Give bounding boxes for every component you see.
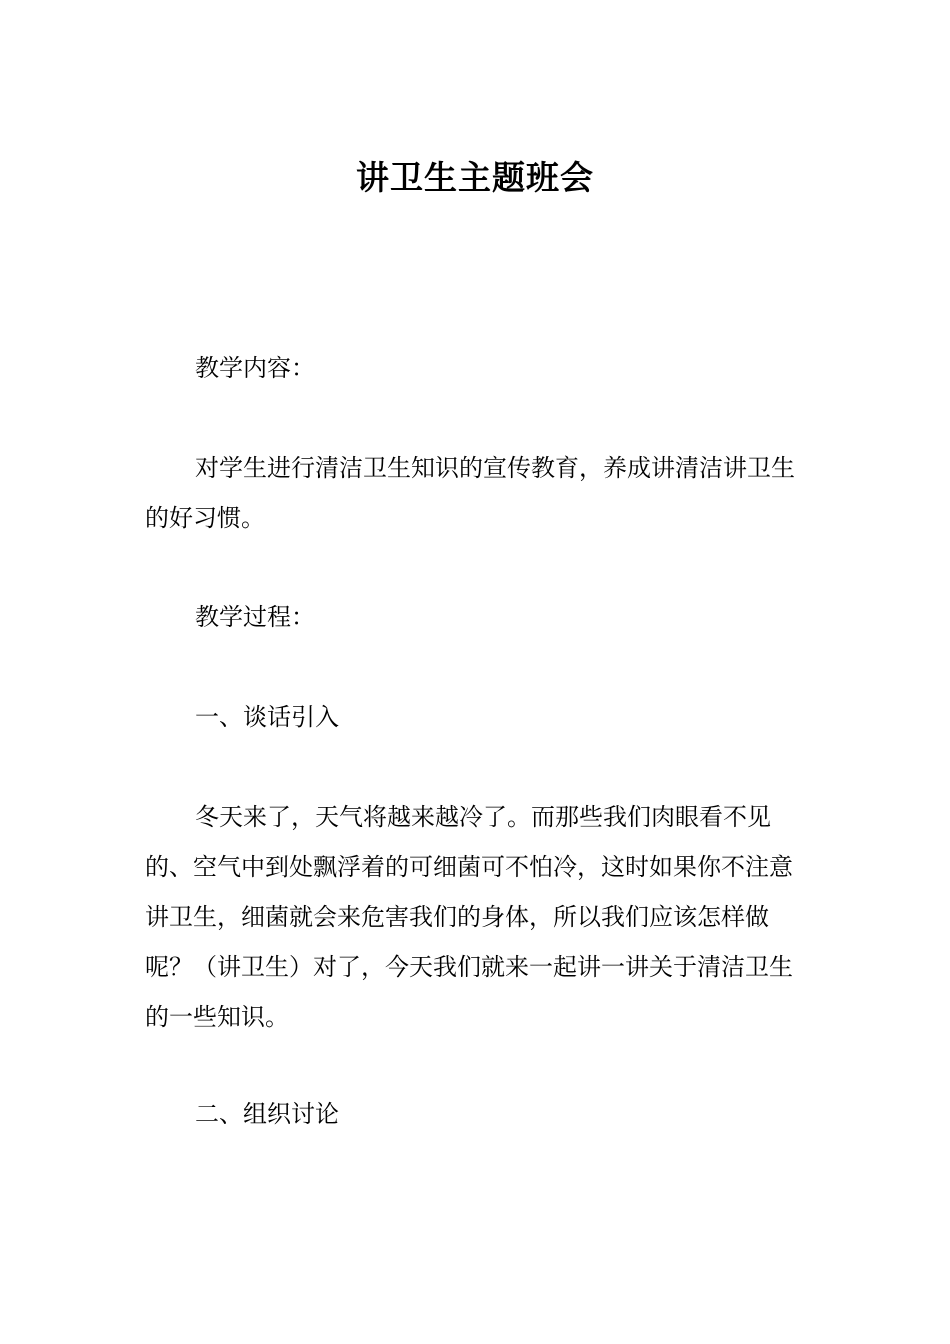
section-heading-teaching-content: 教学内容： — [195, 354, 315, 382]
section-heading-discussion: 二、组织讨论 — [195, 1100, 339, 1128]
paragraph-introduction: 冬天来了，天气将越来越冷了。而那些我们肉眼看不见的、空气中到处飘浮着的可细菌可不怕冷，这时如果你不注意讲卫生，细菌就会来危害我们的身体，所以我们应该怎样做呢？（讲卫生）对了，今天我们就来一起讲一讲关于清洁卫生的一些知识。 — [145, 803, 793, 1031]
section-heading-teaching-process: 教学过程： — [195, 603, 315, 631]
paragraph-teaching-content: 对学生进行清洁卫生知识的宣传教育，养成讲清洁讲卫生的好习惯。 — [145, 454, 795, 532]
section-heading-introduction: 一、谈话引入 — [195, 703, 339, 731]
document-title: 讲卫生主题班会 — [356, 158, 594, 197]
